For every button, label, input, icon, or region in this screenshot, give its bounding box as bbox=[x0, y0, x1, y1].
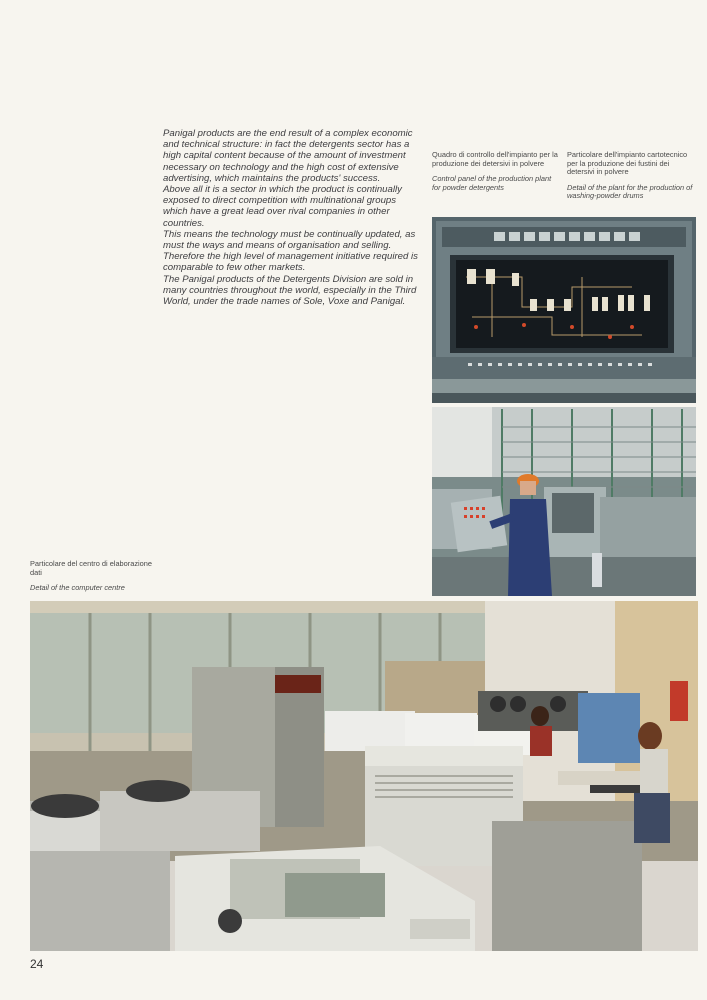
page-number: 24 bbox=[30, 957, 44, 971]
paragraph: Therefore the high level of management initiative required is comparable to few other markets. bbox=[163, 251, 418, 274]
caption-italian: Particolare dell'impianto cartotecnico per la produzione dei fustini dei detersivi in polvere bbox=[567, 150, 688, 177]
caption-italian: Quadro di controllo dell'impianto per la produzione dei detersivi in polvere bbox=[432, 150, 558, 168]
body-text-column bbox=[163, 128, 421, 307]
caption-washing-powder-plant bbox=[567, 151, 697, 201]
paragraph: This means the technology must be continually updated, as must the ways and means of organisation and selling. bbox=[163, 228, 416, 252]
paragraph: The Panigal products of the Detergents Division are sold in many countries throughout the world, especially in the Third World, under the trade names of Sole, Voxe and Panigal. bbox=[163, 273, 417, 308]
caption-italian: Particolare del centro di elaborazione dati bbox=[30, 559, 153, 577]
computer-centre-photo bbox=[30, 601, 698, 951]
paragraph: Above all it is a sector in which the product is continually exposed to direct competition with multinational groups which have a great lead over rival companies in other countries. bbox=[163, 184, 402, 229]
caption-english: Control panel of the production plant for powder detergents bbox=[432, 174, 552, 192]
control-panel-photo bbox=[432, 217, 696, 403]
washing-powder-plant-photo bbox=[432, 407, 696, 596]
paragraph: Panigal products are the end result of a complex economic and technical structure: in fact the detergents sector has a high capital content because of the amount of investment necessary on technology and the high cost of extensive advertising, which maintains the products' success. bbox=[163, 128, 413, 184]
caption-english: Detail of the computer centre bbox=[30, 583, 125, 593]
caption-computer-centre bbox=[30, 560, 160, 593]
caption-english: Detail of the plant for the production of washing-powder drums bbox=[567, 182, 693, 201]
caption-control-panel bbox=[432, 151, 560, 192]
